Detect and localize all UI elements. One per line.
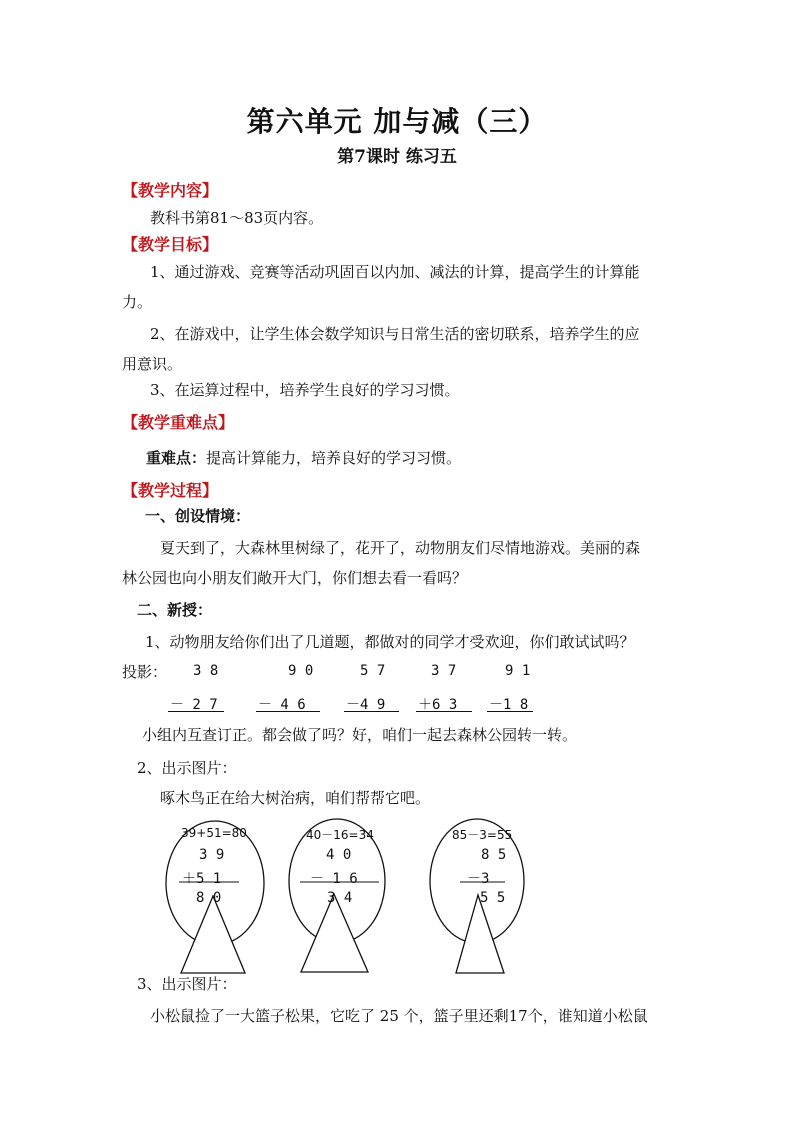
problem-2-bottom: － 4 6 [258,697,306,713]
tree-2-top-number: 4 0 [326,847,352,863]
projection-label: 投影： [122,663,168,681]
tree-1-result: 8 0 [196,890,222,906]
lesson-subtitle: 第7课时 练习五 [337,147,457,167]
content-text: 教科书第81～83页内容。 [150,209,324,227]
tree-3-top-number: 8 5 [481,847,507,863]
problem-3-top: 5 7 [360,663,386,679]
content-heading: 【教学内容】 [122,181,219,200]
goal-1-line-2: 力。 [122,293,153,311]
problem-3-bottom: －4 9 [346,697,386,713]
goals-heading: 【教学目标】 [122,235,219,254]
tree-2-result: 3 4 [327,890,353,906]
item-3: 3、出示图片： [137,975,237,993]
tree-1-equation: 39+51=80 [181,826,247,840]
goal-2-line-1: 2、在游戏中，让学生体会数学知识与日常生活的密切联系，培养学生的应 [150,325,640,343]
problem-1-bottom: － 2 7 [170,697,218,713]
goal-2-line-2: 用意识。 [122,355,183,373]
tree-1-trunk [181,896,245,973]
tree-3-trunk [456,895,504,973]
process-heading: 【教学过程】 [122,481,219,500]
item-2: 2、出示图片： [137,759,237,777]
tree-3-operation: －3 [467,871,490,887]
part1-line-2: 林公园也向小朋友们敞开大门，你们想去看一看吗？ [122,569,468,587]
page-title: 第六单元 加与减（三） [246,105,548,138]
problem-5-bottom: －1 8 [489,697,529,713]
part1-line-1: 夏天到了，大森林里树绿了，花开了，动物朋友们尽情地游戏。美丽的森 [160,539,641,557]
tree-2-operation: － 1 6 [310,871,358,887]
tree-1-operation: ＋5 1 [182,871,222,887]
tree-2-equation: 40－16=34 [306,828,374,842]
part2-title: 二、新授： [137,601,213,619]
part1-title: 一、创设情境： [145,507,251,525]
goal-1-line-1: 1、通过游戏、竞赛等活动巩固百以内加、减法的计算，提高学生的计算能 [150,263,640,281]
squirrel-text: 小松鼠捡了一大篮子松果，它吃了 25 个，篮子里还剩17个，谁知道小松鼠 [150,1007,648,1025]
key-label: 重难点： [146,449,207,467]
tree-1-top-number: 3 9 [199,847,225,863]
item-1: 1、动物朋友给你们出了几道题，都做对的同学才受欢迎，你们敢试试吗？ [145,633,635,651]
problem-1-top: 3 8 [193,663,219,679]
woodpecker-text: 啄木鸟正在给大树治病，咱们帮帮它吧。 [160,789,431,807]
key-heading: 【教学重难点】 [122,413,235,432]
problem-4-top: 3 7 [431,663,457,679]
group-check-text: 小组内互查订正。都会做了吗？好，咱们一起去森林公园转一转。 [142,726,578,744]
problem-4-bottom: ＋6 3 [418,697,458,713]
tree-3-equation: 85－3=55 [452,828,513,842]
goal-3: 3、在运算过程中，培养学生良好的学习习惯。 [150,381,460,399]
problem-5-top: 9 1 [505,663,531,679]
problem-2-top: 9 0 [288,663,314,679]
tree-3-result: 5 5 [480,890,506,906]
key-content: 提高计算能力，培养良好的学习习惯。 [206,449,462,467]
